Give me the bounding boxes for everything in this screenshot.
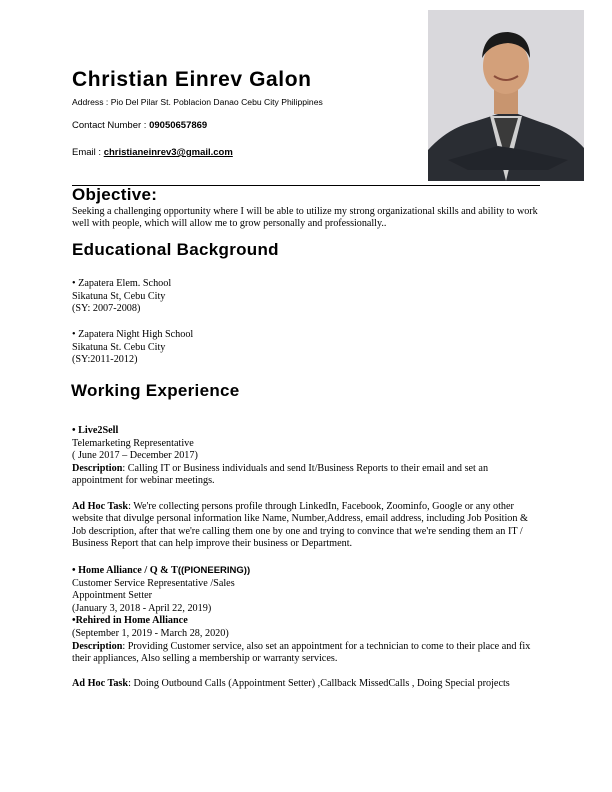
job-description	[72, 463, 540, 488]
job-position: Appointment Setter	[72, 590, 153, 602]
school-year: (SY: 2007-2008)	[72, 303, 141, 315]
description-label: Description	[72, 462, 123, 474]
rehired-label: •Rehired in Home Alliance	[72, 615, 188, 627]
job-period: (September 1, 2019 - March 28, 2020)	[72, 627, 229, 639]
description-label: Description	[72, 640, 123, 652]
school-name: • Zapatera Elem. School	[72, 278, 172, 289]
adhoc-label: Ad Hoc Task	[72, 500, 129, 512]
company-name: • Home Alliance / Q & T	[72, 565, 178, 576]
job-position: Customer Service Representative /Sales	[72, 577, 235, 589]
email-link[interactable]: christianeinrev3@gmail.com	[103, 147, 233, 158]
applicant-name: Christian Einrev Galon	[72, 68, 312, 91]
school-address: Sikatuna St, Cebu City	[72, 290, 166, 302]
job-period: ( June 2017 – December 2017)	[72, 450, 198, 462]
school-address: Sikatuna St. Cebu City	[72, 341, 166, 353]
school-item	[72, 329, 193, 367]
job-position: Telemarketing Representative	[72, 437, 194, 449]
profile-photo	[428, 10, 584, 181]
job-period: (January 3, 2018 - April 22, 2019)	[72, 602, 212, 614]
objective-heading: Objective:	[72, 185, 158, 204]
email-label: Email :	[72, 147, 104, 158]
job-adhoc	[72, 678, 540, 691]
contact-line	[72, 120, 207, 131]
experience-heading: Working Experience	[71, 381, 240, 400]
objective-text: Seeking a challenging opportunity where I will be able to utilize my strong organizational skills and ability to work well with people, which will allow me to grow personally and professionally..	[72, 206, 538, 230]
company-line	[72, 565, 540, 578]
job-entry-home-alliance	[72, 565, 540, 691]
adhoc-text: : We're collecting persons profile through LinkedIn, Facebook, Zoominfo, Google or any other website that divulge personal information like Name, Number,Address, email address, including Job Position & Job description, after that we're calling them one by one and trying to convince that we're sending them an IT / Business Report that can help improve their business or Department.	[72, 500, 528, 550]
contact-label: Contact Number :	[72, 120, 150, 131]
adhoc-label: Ad Hoc Task	[72, 678, 129, 690]
description-text: : Providing Customer service, also set an appointment for a technician to come to their place and fix their appliances, Also selling a membership or warranty services.	[72, 640, 531, 665]
school-name: • Zapatera Night High School	[72, 329, 194, 340]
description-text: : Calling IT or Business individuals and send It/Business Reports to their email and set an appointment for webinar meetings.	[72, 462, 489, 487]
job-adhoc	[72, 501, 540, 551]
school-year: (SY:2011-2012)	[72, 354, 138, 366]
company-suffix: ((PIONEERING))	[177, 565, 251, 576]
education-heading: Educational Background	[72, 240, 279, 259]
profile-photo-graphic	[428, 10, 584, 181]
school-item	[72, 278, 171, 316]
address-line: Address : Pio Del Pilar St. Poblacion Danao Cebu City Philippines	[72, 97, 323, 107]
email-line	[72, 147, 233, 158]
job-description	[72, 641, 540, 666]
adhoc-text: : Doing Outbound Calls (Appointment Setter) ,Callback MissedCalls , Doing Special projects	[128, 678, 510, 690]
company-name: • Live2Sell	[72, 425, 119, 436]
contact-number: 09050657869	[149, 120, 208, 131]
job-entry-live2sell	[72, 425, 540, 551]
